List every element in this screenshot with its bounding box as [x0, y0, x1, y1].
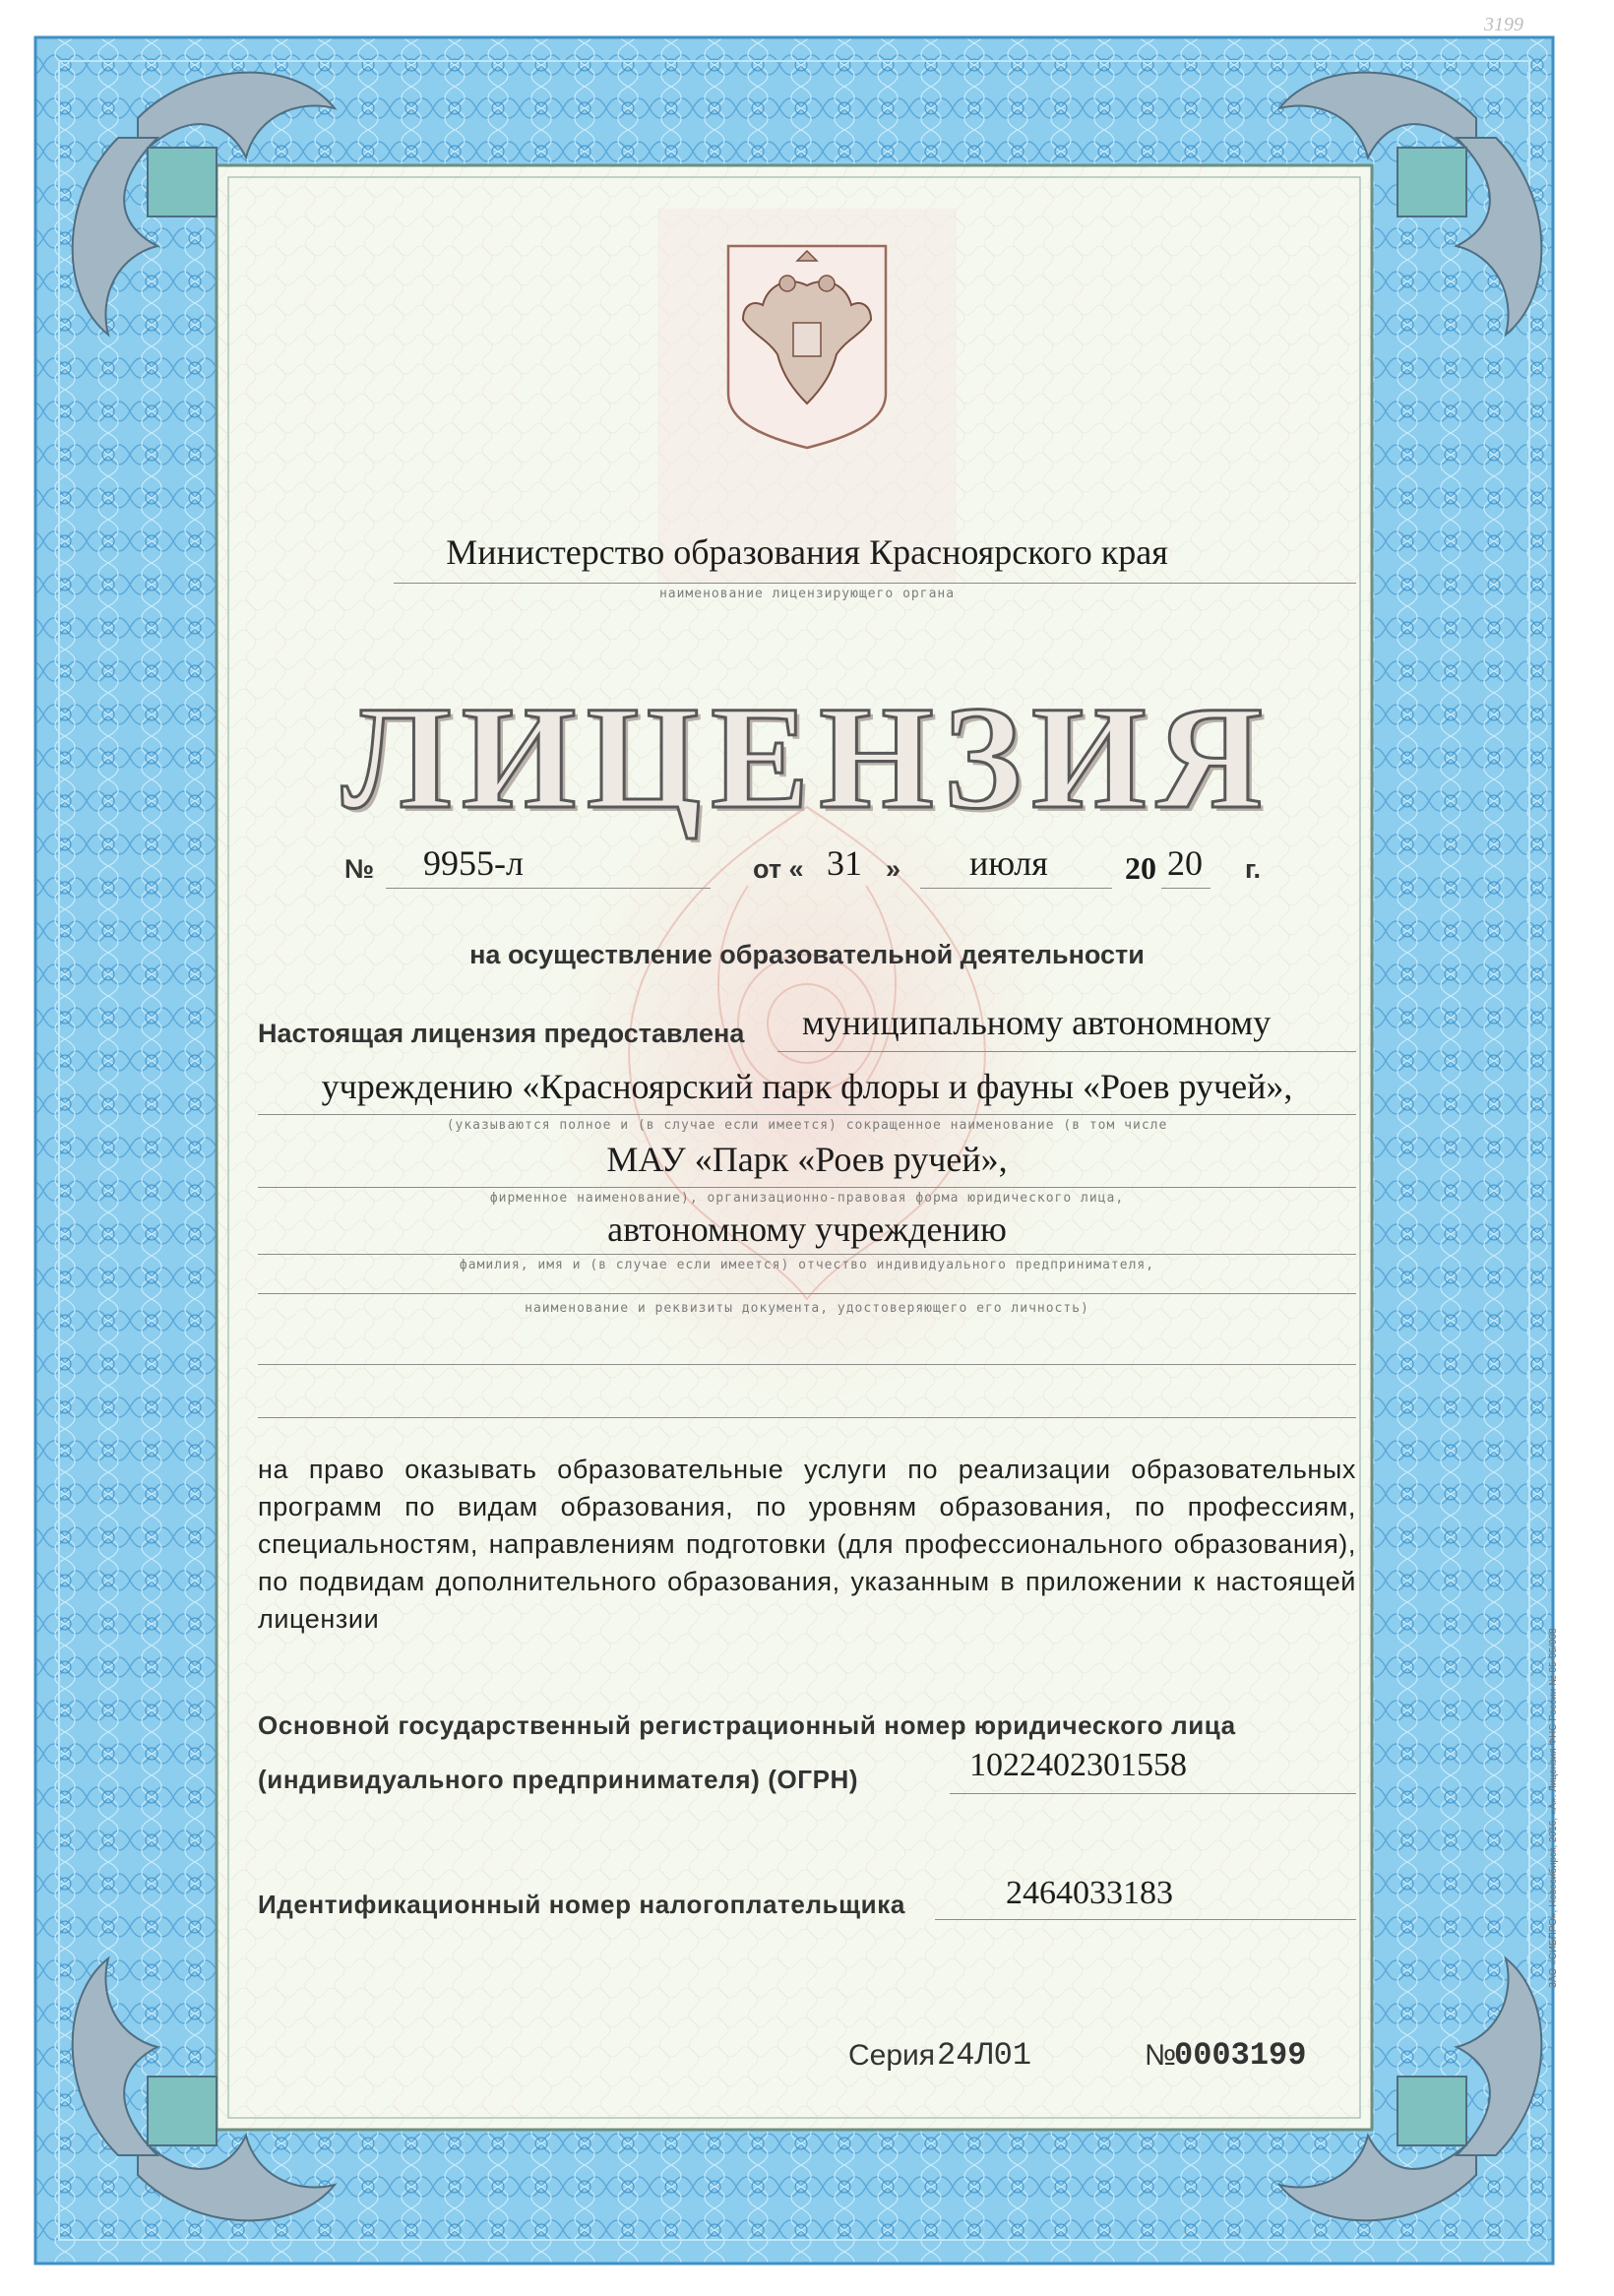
- series-label: Серия: [848, 2039, 936, 2072]
- grantee-line-4: автономному учреждению: [607, 1210, 1007, 1249]
- license-year-suffix: 20: [1167, 843, 1203, 883]
- grantee-line-3: МАУ «Парк «Роев ручей»,: [606, 1140, 1008, 1179]
- series-value: 24Л01: [937, 2037, 1032, 2074]
- number-symbol: №: [344, 854, 375, 884]
- licensing-authority: Министерство образования Красноярского края: [446, 532, 1168, 572]
- year-label: г.: [1245, 854, 1262, 884]
- grantee-line-1: муниципальному автономному: [802, 1003, 1272, 1042]
- license-month: июля: [969, 843, 1048, 883]
- ogrn-value: 1022402301558: [969, 1747, 1187, 1783]
- series-number: 0003199: [1174, 2037, 1307, 2074]
- grantee-caption-2: фирменное наименование), организационно-правовая форма юридического лица,: [489, 1191, 1125, 1206]
- grantee-caption-3: фамилия, имя и (в случае если имеется) отчество индивидуального предпринимателя,: [459, 1258, 1155, 1272]
- double-headed-eagle-emblem: [728, 246, 886, 448]
- license-rights-text: на право оказывать образовательные услуги по реализации образовательных программ по видам образования, по уровням образования, по профессиям, специальностям, направлениям подготовки (для профессионального образования), по подвидам дополнительного образования, указанным в приложении к настоящей лицензии: [258, 1455, 1356, 1634]
- grantee-caption-1: (указываются полное и (в случае если имеется) сокращенное наименование (в том числе: [446, 1118, 1168, 1133]
- ogrn-label-line-1: Основной государственный регистрационный номер юридического лица: [258, 1710, 1236, 1740]
- license-number: 9955-л: [423, 843, 524, 883]
- date-day-close: »: [886, 854, 901, 884]
- license-year-prefix: 20: [1125, 850, 1156, 886]
- inn-value: 2464033183: [1006, 1875, 1173, 1911]
- grantee-caption-4: наименование и реквизиты документа, удостоверяющего его личность): [525, 1301, 1089, 1316]
- grantee-label: Настоящая лицензия предоставлена: [258, 1019, 745, 1048]
- license-day: 31: [827, 843, 862, 883]
- document-title: ЛИЦЕНЗИЯ: [341, 676, 1273, 839]
- inn-label: Идентификационный номер налогоплательщика: [258, 1890, 905, 1919]
- printer-note: ЗАО «СИБПРО», Новосибирск, 2016, «А». Лицензия ФНС России № 05-05/008: [1548, 1628, 1559, 1988]
- corner-mark: 3199: [1484, 14, 1523, 35]
- ogrn-label-line-2: (индивидуального предпринимателя) (ОГРН): [258, 1765, 859, 1794]
- license-purpose: на осуществление образовательной деятельности: [469, 940, 1145, 969]
- licensing-authority-caption: наименование лицензирующего органа: [658, 587, 956, 601]
- series-number-symbol: №: [1145, 2039, 1177, 2072]
- date-from-label: от «: [753, 854, 804, 884]
- grantee-line-2: учреждению «Красноярский парк флоры и фауны «Роев ручей»,: [321, 1067, 1293, 1106]
